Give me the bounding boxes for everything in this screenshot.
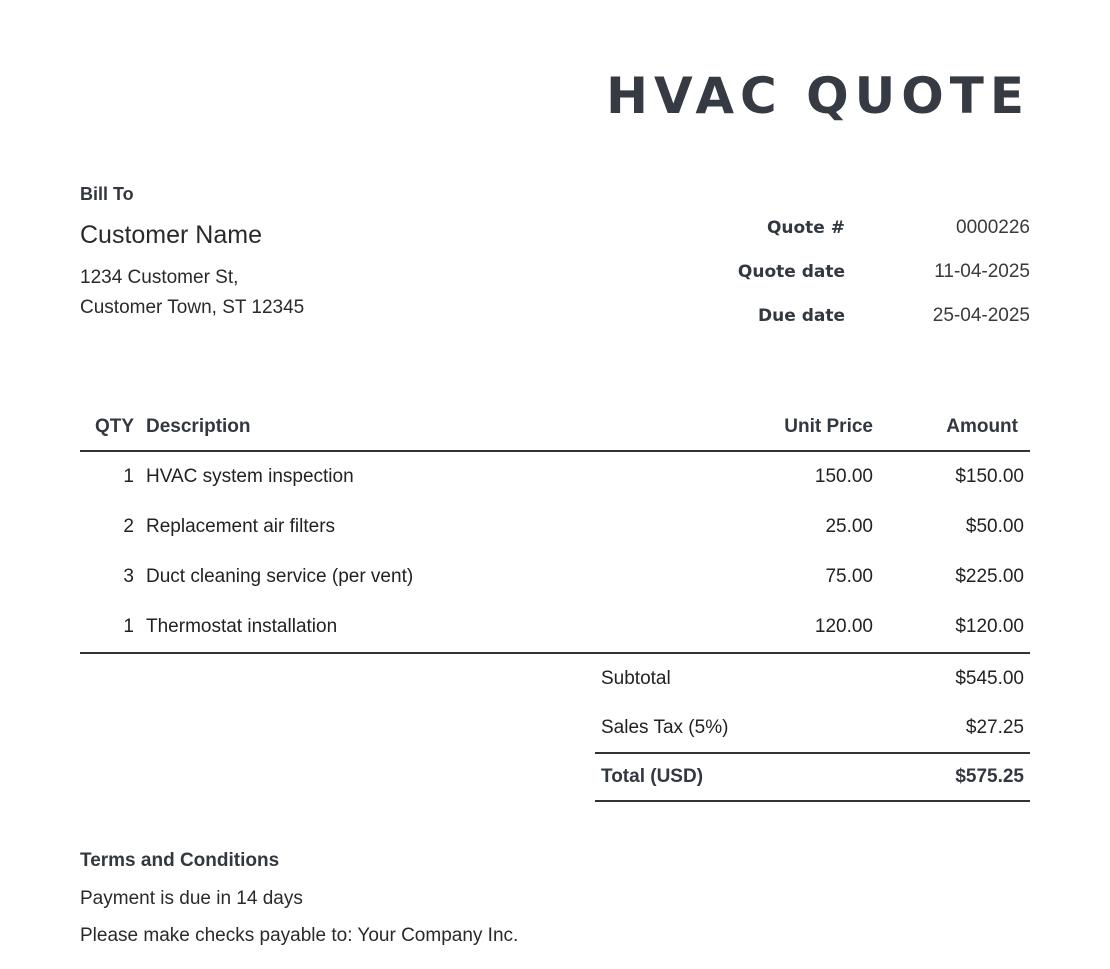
item-unit-price: 25.00 xyxy=(825,516,873,537)
address-line-2: Customer Town, ST 12345 xyxy=(80,297,305,318)
address-line-1: 1234 Customer St, xyxy=(80,267,239,288)
subtotal-row xyxy=(595,654,1030,703)
item-description: Duct cleaning service (per vent) xyxy=(146,566,414,587)
item-amount: $225.00 xyxy=(955,566,1024,587)
table-header-row xyxy=(80,404,1030,451)
item-qty: 1 xyxy=(80,602,146,653)
item-unit-price: 75.00 xyxy=(825,566,873,587)
bill-to-label: Bill To xyxy=(80,184,134,204)
sales-tax-row xyxy=(595,703,1030,752)
table-row xyxy=(80,602,1030,653)
due-date-value: 25-04-2025 xyxy=(932,305,1030,326)
item-amount: $50.00 xyxy=(965,516,1024,537)
quote-number-label: Quote # xyxy=(766,218,845,238)
table-row xyxy=(80,502,1030,552)
grand-total-row xyxy=(595,752,1030,802)
due-date-label: Due date xyxy=(758,306,845,326)
amount-column-header: Amount xyxy=(873,404,1030,451)
table-row xyxy=(80,451,1030,502)
item-qty: 1 xyxy=(123,466,134,487)
item-description: HVAC system inspection xyxy=(146,466,354,487)
item-description: Thermostat installation xyxy=(146,602,713,653)
sales-tax-label: Sales Tax (5%) xyxy=(601,716,729,738)
bill-to-section xyxy=(80,182,500,323)
total-label: Total (USD) xyxy=(601,766,704,787)
total-value: $575.25 xyxy=(955,766,1024,787)
sales-tax-value: $27.25 xyxy=(965,716,1024,738)
unit-price-column-header: Unit Price xyxy=(713,404,873,451)
meta-row-quote-number xyxy=(610,206,1030,250)
payment-terms: Payment is due in 14 days xyxy=(80,888,303,909)
item-qty: 2 xyxy=(123,516,134,537)
subtotal-label: Subtotal xyxy=(601,667,671,689)
customer-address xyxy=(80,263,500,323)
description-column-header: Description xyxy=(146,404,713,451)
item-unit-price: 120.00 xyxy=(713,602,873,653)
totals-section xyxy=(595,654,1030,802)
quote-date-value: 11-04-2025 xyxy=(934,261,1030,282)
quote-number-value: 0000226 xyxy=(956,217,1030,238)
item-amount: $120.00 xyxy=(873,602,1030,653)
quote-page xyxy=(80,0,1030,969)
qty-column-header: QTY xyxy=(80,404,146,451)
terms-title: Terms and Conditions xyxy=(80,850,280,871)
subtotal-value: $545.00 xyxy=(955,667,1024,689)
meta-row-quote-date xyxy=(610,250,1030,294)
terms-section xyxy=(80,848,780,954)
item-unit-price: 150.00 xyxy=(814,466,873,487)
line-items-table xyxy=(80,404,1030,654)
item-description: Replacement air filters xyxy=(146,516,336,537)
payable-to-note: Please make checks payable to: Your Company Inc. xyxy=(80,925,519,946)
item-amount: $150.00 xyxy=(955,466,1024,487)
quote-date-label: Quote date xyxy=(737,262,845,282)
meta-row-due-date xyxy=(610,294,1030,338)
item-qty: 3 xyxy=(123,566,134,587)
customer-name: Customer Name xyxy=(80,221,262,249)
document-title: HVAC QUOTE xyxy=(606,67,1030,125)
table-row xyxy=(80,552,1030,602)
quote-meta xyxy=(610,206,1030,338)
